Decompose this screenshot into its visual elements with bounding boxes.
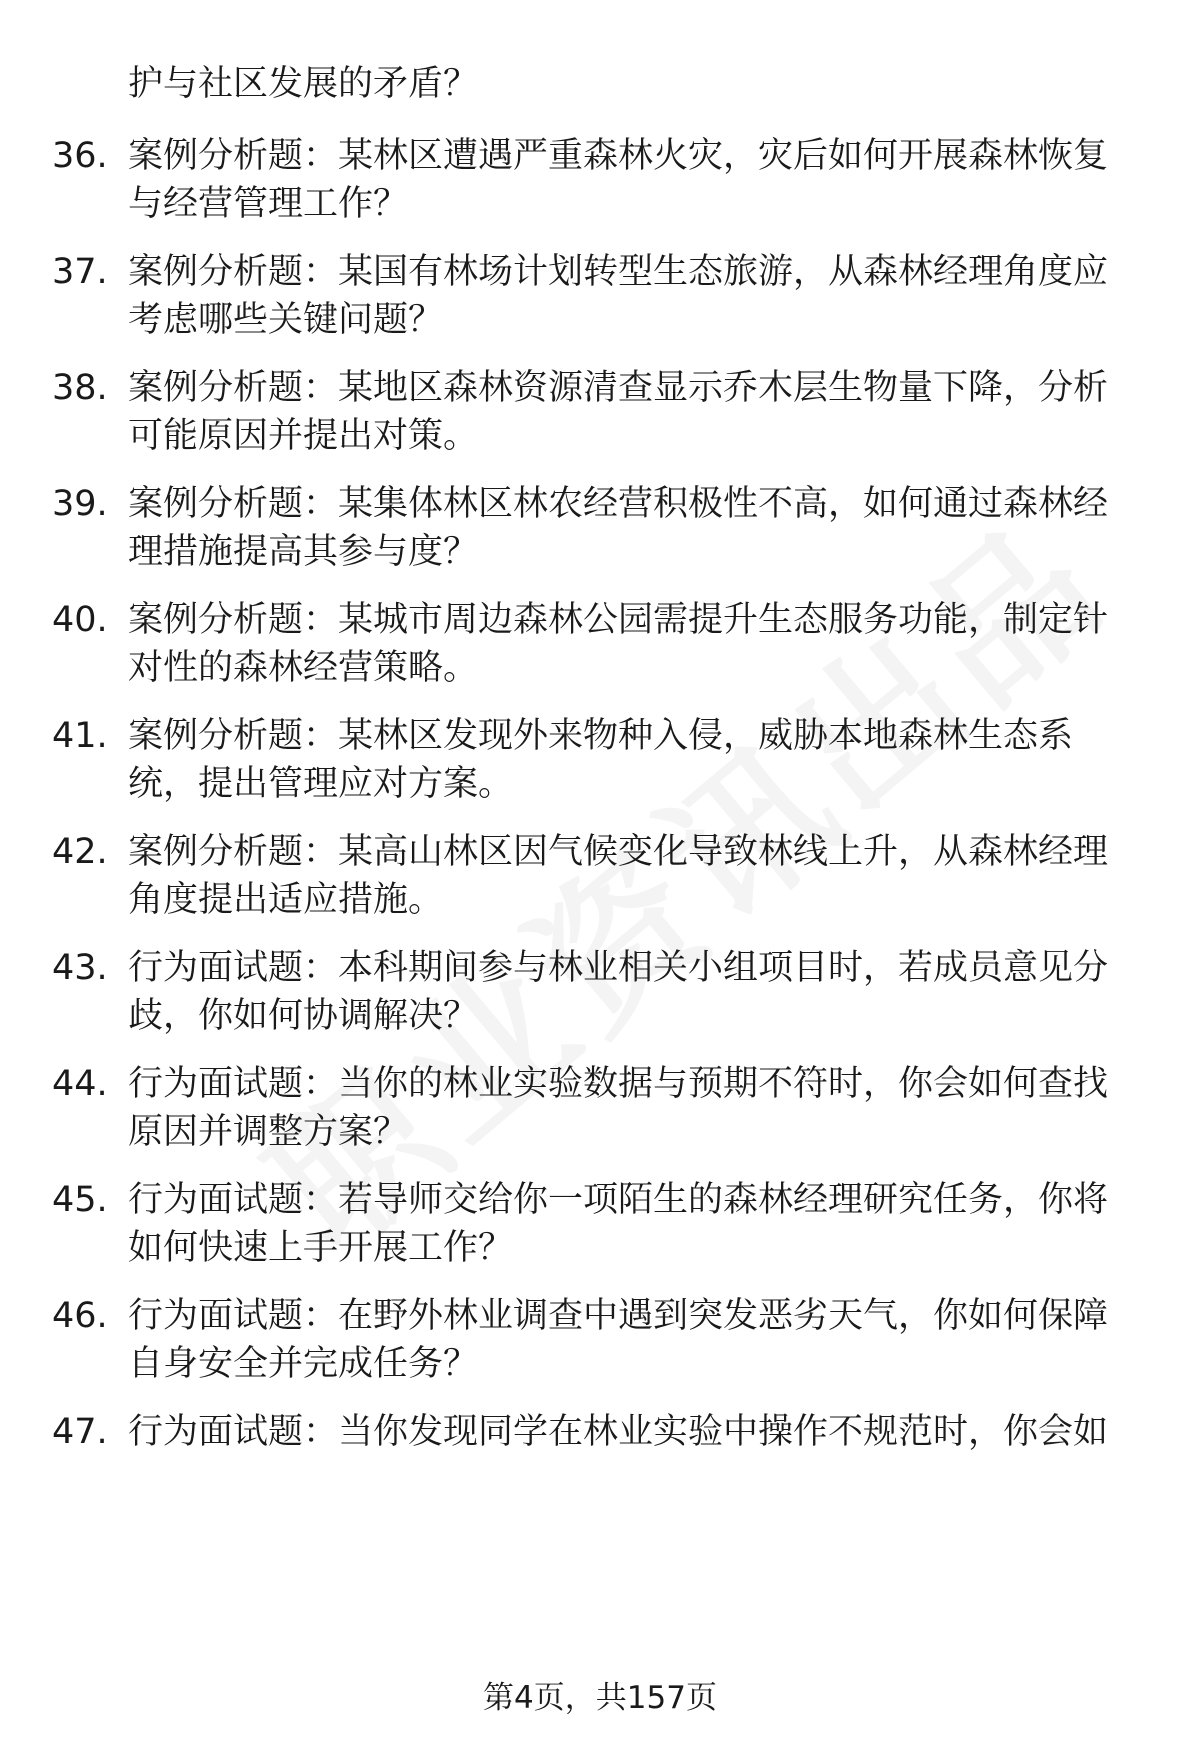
question-line-1: 案例分析题：某城市周边森林公园需提升生态服务功能，制定针: [128, 600, 1109, 640]
question-line-2: 可能原因并提出对策。: [128, 416, 479, 456]
question-line-1: 案例分析题：某国有林场计划转型生态旅游，从森林经理角度应: [128, 252, 1109, 292]
question-line-1: 行为面试题：当你发现同学在林业实验中操作不规范时，你会如: [128, 1412, 1109, 1452]
question-number: 41.: [52, 716, 108, 756]
question-number: 45.: [52, 1180, 108, 1220]
question-text: [128, 596, 1138, 692]
page-footer: 第4页，共157页: [483, 1680, 717, 1716]
question-line-1: 行为面试题：若导师交给你一项陌生的森林经理研究任务，你将: [128, 1180, 1109, 1220]
question-text: [128, 944, 1138, 1040]
question-text: [128, 1408, 1138, 1456]
question-text: [128, 480, 1138, 576]
question-line-2: 统，提出管理应对方案。: [128, 764, 514, 804]
question-number: 44.: [52, 1064, 108, 1104]
question-number: 38.: [52, 368, 108, 408]
question-number: 43.: [52, 948, 108, 988]
question-line-1: 案例分析题：某高山林区因气候变化导致林线上升，从森林经理: [128, 832, 1109, 872]
question-line-2: 考虑哪些关键问题？: [128, 300, 444, 340]
question-number: 36.: [52, 136, 108, 176]
question-text: [128, 132, 1138, 228]
question-number: 40.: [52, 600, 108, 640]
question-text: [128, 712, 1138, 808]
question-text: [128, 364, 1138, 460]
question-line-1: 行为面试题：本科期间参与林业相关小组项目时，若成员意见分: [128, 948, 1109, 988]
question-text: [128, 1292, 1138, 1388]
question-number: 39.: [52, 484, 108, 524]
question-line-1: 案例分析题：某林区遭遇严重森林火灾，灾后如何开展森林恢复: [128, 136, 1109, 176]
question-line-2: 原因并调整方案？: [128, 1112, 409, 1152]
question-line-2: 理措施提高其参与度？: [128, 532, 479, 572]
question-line-1: 案例分析题：某集体林区林农经营积极性不高，如何通过森林经: [128, 484, 1109, 524]
question-line-1: 案例分析题：某林区发现外来物种入侵，威胁本地森林生态系: [128, 716, 1074, 756]
question-number: 47.: [52, 1412, 108, 1452]
question-line-1: 案例分析题：某地区森林资源清查显示乔木层生物量下降，分析: [128, 368, 1109, 408]
question-number: 37.: [52, 252, 108, 292]
question-line-1: 行为面试题：当你的林业实验数据与预期不符时，你会如何查找: [128, 1064, 1109, 1104]
question-line-2: 自身安全并完成任务？: [128, 1344, 479, 1384]
continuation-line: 护与社区发展的矛盾？: [128, 64, 479, 104]
question-line-2: 与经营管理工作？: [128, 184, 409, 224]
question-text: [128, 1060, 1138, 1156]
question-number: 46.: [52, 1296, 108, 1336]
question-line-2: 如何快速上手开展工作？: [128, 1228, 514, 1268]
question-line-2: 歧，你如何协调解决？: [128, 996, 479, 1036]
question-text: [128, 1176, 1138, 1272]
question-line-2: 对性的森林经营策略。: [128, 648, 479, 688]
question-line-1: 行为面试题：在野外林业调查中遇到突发恶劣天气，你如何保障: [128, 1296, 1109, 1336]
question-line-2: 角度提出适应措施。: [128, 880, 444, 920]
question-text: [128, 248, 1138, 344]
question-text: [128, 828, 1138, 924]
question-number: 42.: [52, 832, 108, 872]
